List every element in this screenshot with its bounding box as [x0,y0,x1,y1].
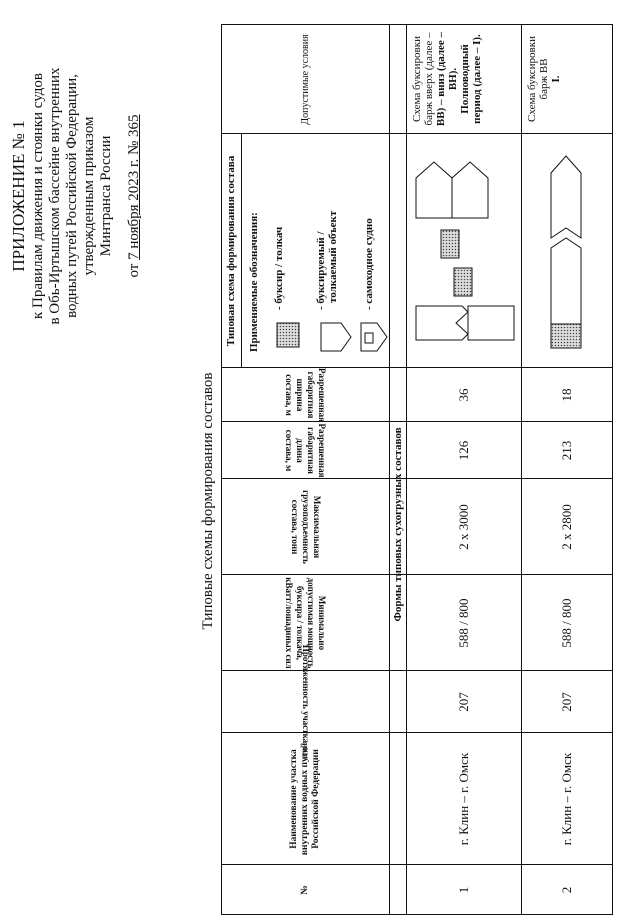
col-header-capacity: Максимальная грузоподъемность состава, тонн [289,490,322,564]
row2-capacity: 2 х 2800 [558,504,574,550]
row2-power: 588 / 800 [558,598,574,648]
row1-max-width: 36 [455,388,471,402]
row2-length: 207 [558,692,574,712]
row1-num: 1 [455,886,471,894]
col-header-scheme: Типовая схема формирования состава [224,155,237,347]
tug-symbol-icon [277,323,299,347]
row1-power: 588 / 800 [455,598,471,648]
row1-capacity: 2 х 3000 [455,504,471,550]
row2-conditions: Схема буксировки барж ВВ I. [526,36,562,122]
legend-self-propelled: - самоходное судно [363,218,375,310]
header-line: к Правилам движения и стоянки судов [30,72,46,320]
legend-title: Применяемые обозначения: [248,212,260,352]
header-line: водных путей Российской Федерации, [64,74,80,318]
row1-conditions: Схема буксировки барж вверх (далее – ВВ) – вниз (далее – ВН). Полноводный период (далее – I). [411,31,483,127]
col-header-name: Наименование участка внутренних водных путей Российской Федерации [288,742,321,856]
order-date [126,31,143,361]
col-header-length: Протяженность участка, км [300,644,311,760]
row1-scheme-diagram [406,134,521,368]
row2-num: 2 [558,886,574,894]
header-line: утвержденным приказом [81,116,97,276]
row1-max-length: 126 [455,440,471,461]
appendix-title: ПРИЛОЖЕНИЕ № 1 [9,120,28,272]
section-title: Формы типовых сухогрузных составов [391,427,404,622]
row2-max-width: 18 [558,388,574,402]
col-header-conditions: Допустимые условия [299,34,311,125]
header-line: Минтранса России [98,135,114,257]
document-title: Типовые схемы формирования составов [200,372,216,630]
col-header-num: № [299,885,310,895]
col-header-max-length: Разрешенная габаритная длина состава, м [284,423,327,478]
col-header-power: Минимально допустимая мощность буксира / толкача, кВатт/лошадиных сил [284,577,327,669]
barge-symbol-icon [321,323,351,351]
legend-barge-2: толкаемый объект [327,210,339,303]
row2-max-length: 213 [558,440,574,461]
order-date-prefix: от [126,259,142,278]
col-header-max-width: Разрешенная габаритная ширина состава, м [284,368,327,422]
legend-barge-1: - буксируемый / [315,231,327,310]
formation-table [221,24,613,915]
row2-name: г. Клин – г. Омск [558,752,574,846]
order-date-value: 7 ноября 2023 г. № 365 [126,114,142,260]
row1-name: г. Клин – г. Омск [455,752,471,846]
legend-tug: - буксир / толкач [273,226,285,310]
row1-length: 207 [455,692,471,712]
row2-scheme-diagram [521,134,612,368]
header-line: в Обь-Иртышском бассейне внутренних [47,67,63,325]
